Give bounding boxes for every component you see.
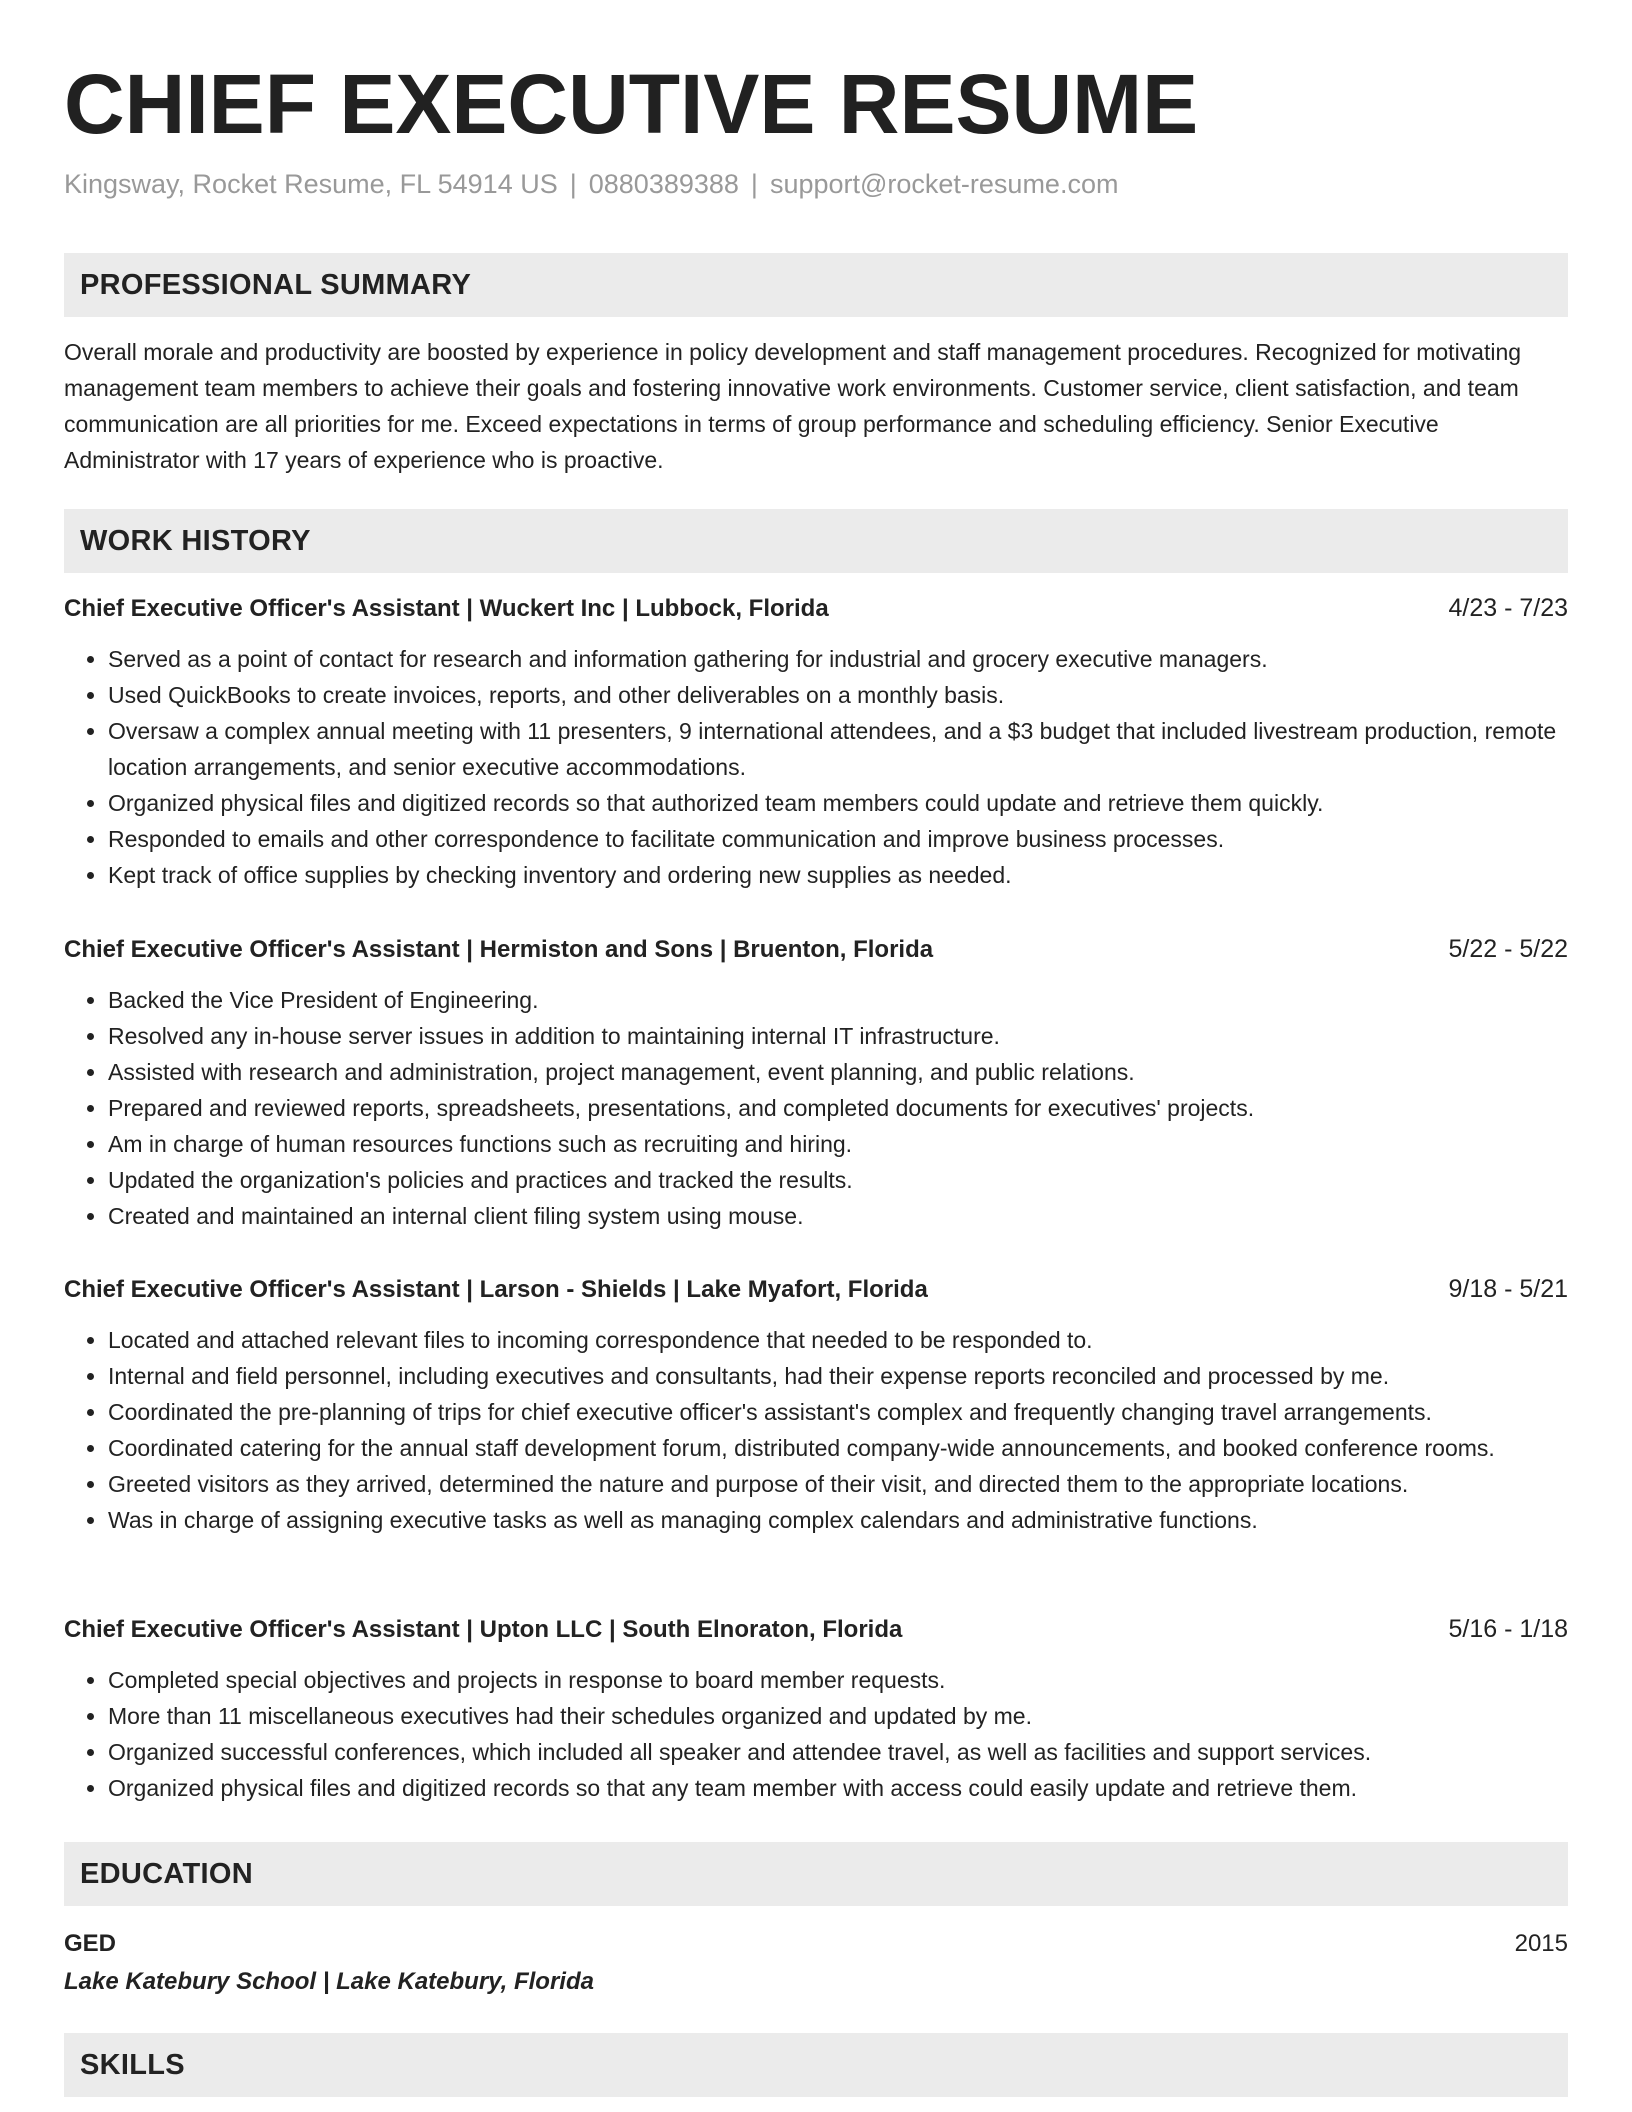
job-header (64, 590, 1568, 626)
job-bullet: • Backed the Vice President of Engineering. (108, 982, 1568, 1018)
job-bullet: • Organized physical files and digitized records so that any team member with access could easily update and retrieve them. (108, 1770, 1568, 1806)
section-header-education: EDUCATION (64, 1842, 1568, 1906)
education-entry (64, 1924, 1568, 2000)
job-bullet: • Oversaw a complex annual meeting with 11 presenters, 9 international attendees, and a $3 budget that included livestream production, remote location arrangements, and senior executive accommodations. (108, 713, 1568, 785)
job-bullet: • Organized physical files and digitized records so that authorized team members could update and retrieve them quickly. (108, 785, 1568, 821)
job-bullet: • Served as a point of contact for research and information gathering for industrial and grocery executive managers. (108, 641, 1568, 677)
contact-email: support@rocket-resume.com (769, 169, 1119, 199)
job-bullets (64, 1322, 1568, 1538)
job-bullet: • Located and attached relevant files to incoming correspondence that needed to be responded to. (108, 1322, 1568, 1358)
job-bullet: • More than 11 miscellaneous executives had their schedules organized and updated by me. (108, 1698, 1568, 1734)
job-title: Chief Executive Officer's Assistant | Larson - Shields | Lake Myafort, Florida (64, 1276, 928, 1303)
job-bullet: • Am in charge of human resources functions such as recruiting and hiring. (108, 1126, 1568, 1162)
section-header-skills: SKILLS (64, 2033, 1568, 2097)
job-bullet: • Completed special objectives and projects in response to board member requests. (108, 1662, 1568, 1698)
job-title: Chief Executive Officer's Assistant | Upton LLC | South Elnoraton, Florida (64, 1616, 903, 1643)
job-title: Chief Executive Officer's Assistant | Wuckert Inc | Lubbock, Florida (64, 595, 829, 622)
contact-address: Kingsway, Rocket Resume, FL 54914 US (64, 169, 558, 199)
education-header (64, 1924, 1568, 1964)
job-bullet: • Responded to emails and other correspondence to facilitate communication and improve business processes. (108, 821, 1568, 857)
job-bullet: • Created and maintained an internal client filing system using mouse. (108, 1198, 1568, 1234)
job-header (64, 1611, 1568, 1647)
job-bullet: • Kept track of office supplies by checking inventory and ordering new supplies as needed. (108, 857, 1568, 893)
job-entry (64, 1611, 1568, 1806)
job-dates: 9/18 - 5/21 (1448, 1275, 1568, 1303)
job-bullet: • Coordinated catering for the annual staff development forum, distributed company-wide announcements, and booked conference rooms. (108, 1430, 1568, 1466)
job-bullet: • Greeted visitors as they arrived, determined the nature and purpose of their visit, and directed them to the appropriate locations. (108, 1466, 1568, 1502)
section-header-summary: PROFESSIONAL SUMMARY (64, 253, 1568, 317)
summary-text: Overall morale and productivity are boosted by experience in policy development and staff management procedures. Recognized for motivating management team members to achieve their goals and fostering innovative work environments. Customer service, client satisfaction, and team communication are all priorities for me. Exceed expectations in terms of group performance and scheduling efficiency. Senior Executive Administrator with 17 years of experience who is proactive. (64, 339, 1522, 473)
job-header (64, 1271, 1568, 1307)
contact-line (64, 166, 1118, 202)
contact-separator: | (750, 169, 758, 199)
job-bullet: • Prepared and reviewed reports, spreadsheets, presentations, and completed documents for executives' projects. (108, 1090, 1568, 1126)
job-bullet: • Was in charge of assigning executive tasks as well as managing complex calendars and administrative functions. (108, 1502, 1568, 1538)
job-bullet: • Resolved any in-house server issues in addition to maintaining internal IT infrastructure. (108, 1018, 1568, 1054)
education-degree: GED (64, 1930, 117, 1957)
job-bullets (64, 641, 1568, 893)
job-bullets (64, 982, 1568, 1234)
job-bullet: • Updated the organization's policies and practices and tracked the results. (108, 1162, 1568, 1198)
job-entry (64, 931, 1568, 1234)
job-title: Chief Executive Officer's Assistant | Hermiston and Sons | Bruenton, Florida (64, 936, 934, 963)
contact-separator: | (569, 169, 577, 199)
job-entry (64, 1271, 1568, 1538)
job-bullet: • Assisted with research and administration, project management, event planning, and public relations. (108, 1054, 1568, 1090)
job-dates: 4/23 - 7/23 (1448, 594, 1568, 622)
job-bullet: • Used QuickBooks to create invoices, reports, and other deliverables on a monthly basis. (108, 677, 1568, 713)
job-bullet: • Coordinated the pre-planning of trips for chief executive officer's assistant's complex and frequently changing travel arrangements. (108, 1394, 1568, 1430)
education-year: 2015 (1514, 1930, 1568, 1957)
job-bullet: • Organized successful conferences, which included all speaker and attendee travel, as well as facilities and support services. (108, 1734, 1568, 1770)
job-dates: 5/16 - 1/18 (1448, 1615, 1568, 1643)
job-entry (64, 590, 1568, 893)
section-header-work-history: WORK HISTORY (64, 509, 1568, 573)
job-bullets (64, 1662, 1568, 1806)
education-school: Lake Katebury School | Lake Katebury, Florida (64, 1968, 594, 1995)
job-header (64, 931, 1568, 967)
job-dates: 5/22 - 5/22 (1448, 935, 1568, 963)
contact-phone: 0880389388 (588, 169, 739, 199)
job-bullet: • Internal and field personnel, including executives and consultants, had their expense reports reconciled and processed by me. (108, 1358, 1568, 1394)
resume-title: CHIEF EXECUTIVE RESUME (64, 57, 1199, 151)
